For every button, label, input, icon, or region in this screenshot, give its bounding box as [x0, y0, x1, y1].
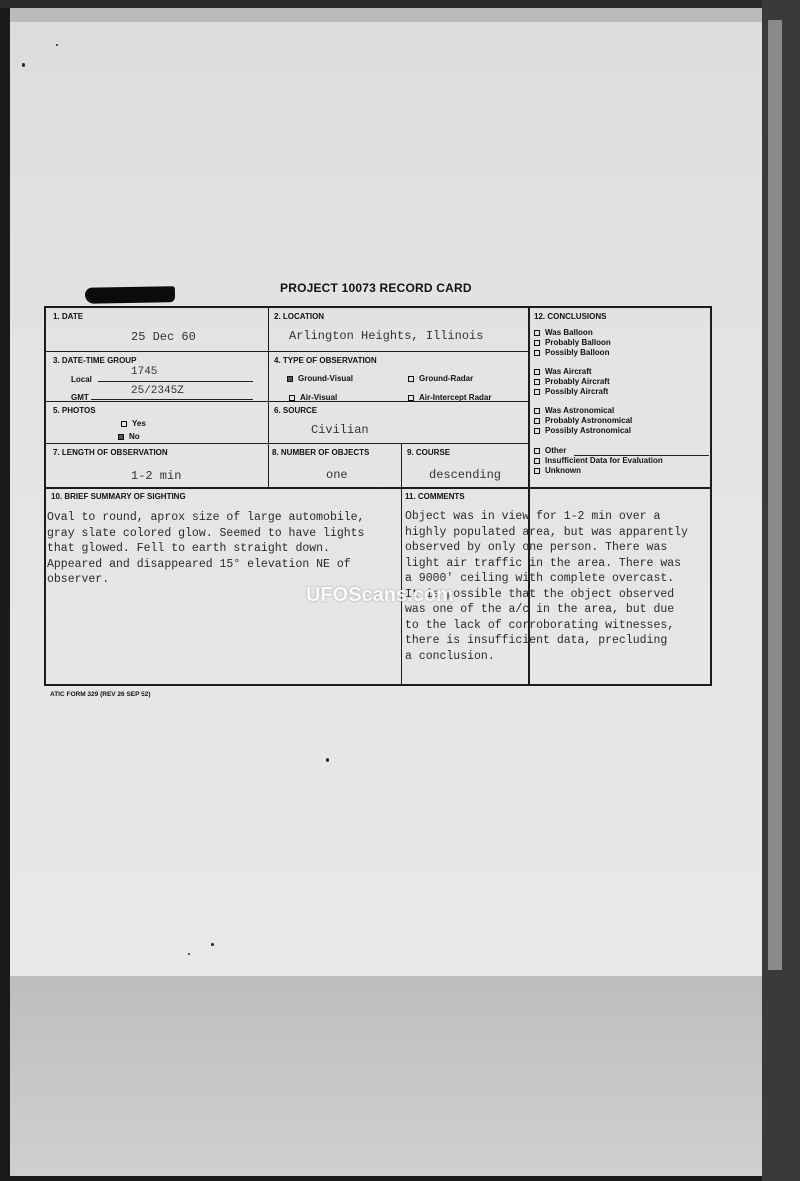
scan-edge-strip [768, 20, 782, 970]
checkbox-icon [534, 389, 540, 395]
backing-sheet [10, 976, 790, 1176]
photos-label: 5. PHOTOS [53, 406, 96, 415]
length-of-observation-label: 7. LENGTH OF OBSERVATION [53, 448, 168, 457]
checkbox-icon [534, 428, 540, 434]
checkbox-icon [534, 330, 540, 336]
checkbox-icon [534, 369, 540, 375]
checkbox-icon [534, 408, 540, 414]
number-of-objects-label: 8. NUMBER OF OBJECTS [272, 448, 370, 457]
checkbox-checked-icon [118, 434, 124, 440]
option-ground-radar: Ground-Radar [408, 374, 473, 383]
watermark: UFOScans.com [306, 584, 454, 606]
photos-option-yes: Yes [121, 419, 146, 428]
scan-top-border [0, 0, 800, 8]
checkbox-icon [534, 468, 540, 474]
scan-speck [22, 63, 25, 67]
conclusions-group-aircraft: Was Aircraft Probably Aircraft Possibly Aircraft [534, 367, 610, 397]
checkbox-icon [534, 379, 540, 385]
gmt-label: GMT [71, 393, 89, 402]
checkbox-checked-icon [287, 376, 293, 382]
comments-label: 11. COMMENTS [405, 492, 465, 501]
checkbox-icon [534, 350, 540, 356]
gmt-time-value: 25/2345Z [131, 385, 184, 397]
photos-option-no: No [118, 432, 140, 441]
course-label: 9. COURSE [407, 448, 451, 457]
checkbox-icon [408, 395, 414, 401]
summary-label: 10. BRIEF SUMMARY OF SIGHTING [51, 492, 186, 501]
scan-speck [326, 758, 329, 762]
conclusions-group-balloon: Was Balloon Probably Balloon Possibly Balloon [534, 328, 611, 358]
comments-text: Object was in view for 1-2 min over a highly populated area, but was apparently observed by only one person. There was light air traffic in the area. There was a 9000' ceiling with complete overcast. It is possible that the object observed was one of the a/c in the area, but due to the lack of corroborating witnesses, there is insufficient data, precluding a conclusion. [405, 510, 688, 663]
card-title: PROJECT 10073 RECORD CARD [280, 281, 472, 295]
date-label: 1. DATE [53, 312, 84, 321]
form-id: ATIC FORM 329 (REV 26 SEP 52) [50, 691, 151, 698]
conclusions-label: 12. CONCLUSIONS [534, 312, 607, 321]
course-value: descending [429, 468, 502, 482]
checkbox-icon [534, 418, 540, 424]
date-value: 25 Dec 60 [131, 330, 196, 344]
scan-speck [211, 943, 214, 946]
checkbox-icon [534, 340, 540, 346]
summary-text: Oval to round, aprox size of large automobile, gray slate colored glow. Seemed to have lights that glowed. Fell to earth straight down. Appeared and disappeared 15° elevation NE of observer. [47, 511, 365, 586]
redaction-mark [85, 286, 175, 304]
source-value: Civilian [311, 423, 369, 437]
date-time-group-label: 3. DATE-TIME GROUP [53, 356, 137, 365]
number-of-objects-value: one [326, 468, 348, 482]
option-air-intercept-radar: Air-Intercept Radar [408, 393, 491, 402]
checkbox-icon [121, 421, 127, 427]
location-value: Arlington Heights, Illinois [289, 329, 484, 343]
location-label: 2. LOCATION [274, 312, 325, 321]
type-of-observation-label: 4. TYPE OF OBSERVATION [274, 356, 377, 365]
scan-speck [188, 953, 190, 955]
checkbox-icon [408, 376, 414, 382]
local-time-value: 1745 [131, 366, 158, 378]
checkbox-icon [534, 458, 540, 464]
checkbox-icon [534, 448, 540, 454]
checkbox-icon [289, 395, 295, 401]
conclusions-group-other: Other Insufficient Data for Evaluation Unknown [534, 446, 663, 476]
length-of-observation-value: 1-2 min [131, 469, 182, 483]
record-card [44, 306, 712, 686]
conclusions-group-astronomical: Was Astronomical Probably Astronomical Possibly Astronomical [534, 406, 632, 436]
local-label: Local [71, 375, 92, 384]
source-label: 6. SOURCE [274, 406, 318, 415]
scan-speck [56, 44, 58, 46]
option-ground-visual: Ground-Visual [287, 374, 353, 383]
option-air-visual: Air-Visual [289, 393, 337, 402]
